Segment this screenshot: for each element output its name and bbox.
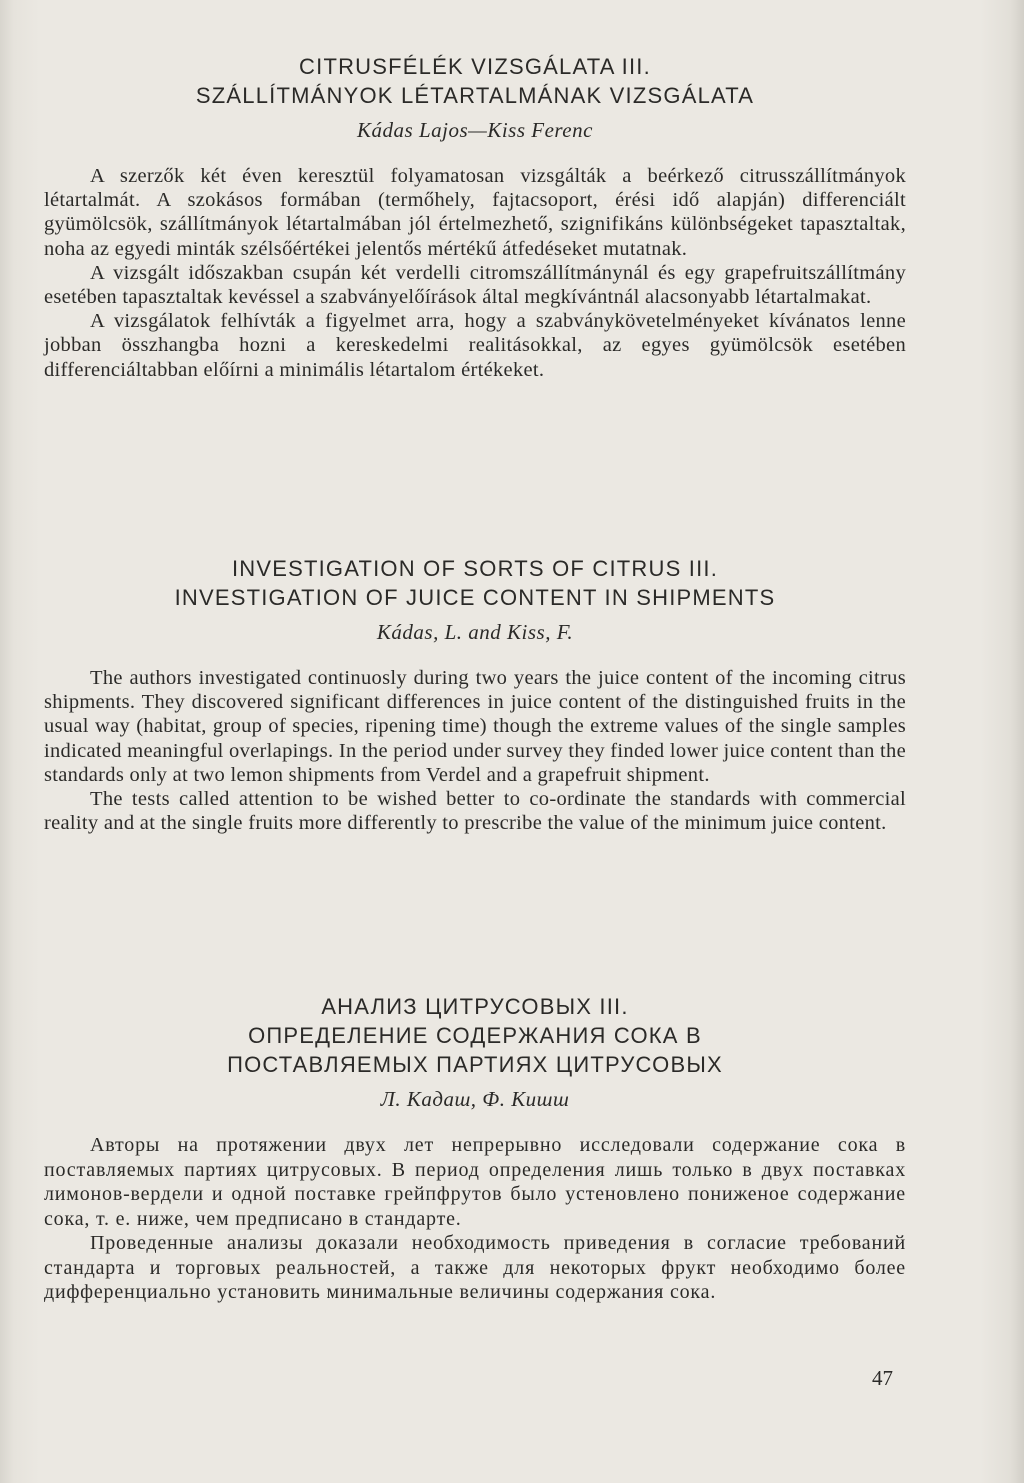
russian-paragraph: Проведенные анализы доказали необходимость приведения в согласие требований стандарта и торговых реальностей, а также для некоторых фрукт необходимо более дифференциально установить минимальные величины содержания сока. xyxy=(44,1232,906,1303)
hungarian-paragraph: A vizsgált időszakban csupán két verdelli citromszállítmánynál és egy grapefruitszállítmány esetében tapasztaltak kevéssel a szabványelőírások által megkívántnál alacsonyabb létartalmakat. xyxy=(44,261,906,309)
english-title-line-2: INVESTIGATION OF JUICE CONTENT IN SHIPMENTS xyxy=(174,585,776,610)
hungarian-section xyxy=(44,52,906,382)
english-paragraph: The authors investigated continuosly during two years the juice content of the incoming citrus shipments. They discovered significant differences in juice content of the distinguished fruits in the usual way (habitat, group of species, ripening time) though the extreme values of the single samples indicated meaningful overlapings. In the period under survey they finded lower juice content than the standards only at two lemon shipments from Verdel and a grapefruit shipment. xyxy=(44,667,906,786)
hungarian-title-line-1: CITRUSFÉLÉK VIZSGÁLATA III. xyxy=(299,54,651,79)
hungarian-paragraph: A szerzők két éven keresztül folyamatosan vizsgálták a beérkező citrusszállítmányok létartalmát. A szokásos formában (termőhely, fajtacsoport, érési idő alapján) differenciált gyümölcsök, szállítmányok létartalmában jól értelmezhető, szignifikáns különbségeket tapasztaltak, noha az egyedi minták szélsőértékei jelentős mértékű átfedéseket mutatnak. xyxy=(44,165,906,260)
russian-authors: Л. Кадаш, Ф. Кишш xyxy=(380,1087,570,1111)
hungarian-paragraph: A vizsgálatok felhívták a figyelmet arra, hogy a szabványkövetelményeket kívánatos lenne jobban összhangba hozni a kereskedelmi realitásokkal, az egyes gyümölcsök esetében differenciáltabban előírni a minimális létartalom értékeket. xyxy=(44,310,906,381)
english-authors: Kádas, L. and Kiss, F. xyxy=(376,620,574,644)
hungarian-abstract xyxy=(44,164,906,382)
english-abstract xyxy=(44,666,906,835)
russian-title-line-2: ОПРЕДЕЛЕНИЕ СОДЕРЖАНИЯ СОКА В ПОСТАВЛЯЕМЫХ ПАРТИЯХ ЦИТРУСОВЫХ xyxy=(227,1023,723,1077)
english-title-line-1: INVESTIGATION OF SORTS OF CITRUS III. xyxy=(231,556,719,581)
russian-title-line-1: АНАЛИЗ ЦИТРУСОВЫХ III. xyxy=(321,994,629,1019)
hungarian-authors: Kádas Lajos—Kiss Ferenc xyxy=(357,118,593,142)
russian-section xyxy=(44,992,906,1305)
english-paragraph: The tests called attention to be wished better to co-ordinate the standards with commercial reality and at the single fruits more differently to prescribe the value of the minimum juice content. xyxy=(44,788,906,835)
russian-paragraph: Авторы на протяжении двух лет непрерывно исследовали содержание сока в поставляемых партиях цитрусовых. В период определения лишь только в двух поставках лимонов-вердели и одной поставке грейпфрутов было устеновлено пониженое содержание сока, т. е. ниже, чем предписано в стандарте. xyxy=(44,1134,906,1230)
hungarian-title-line-2: SZÁLLÍTMÁNYOK LÉTARTALMÁNAK VIZSGÁLATA xyxy=(195,83,755,108)
russian-abstract xyxy=(44,1133,906,1305)
page-number: 47 xyxy=(872,1366,893,1390)
english-section xyxy=(44,554,906,835)
